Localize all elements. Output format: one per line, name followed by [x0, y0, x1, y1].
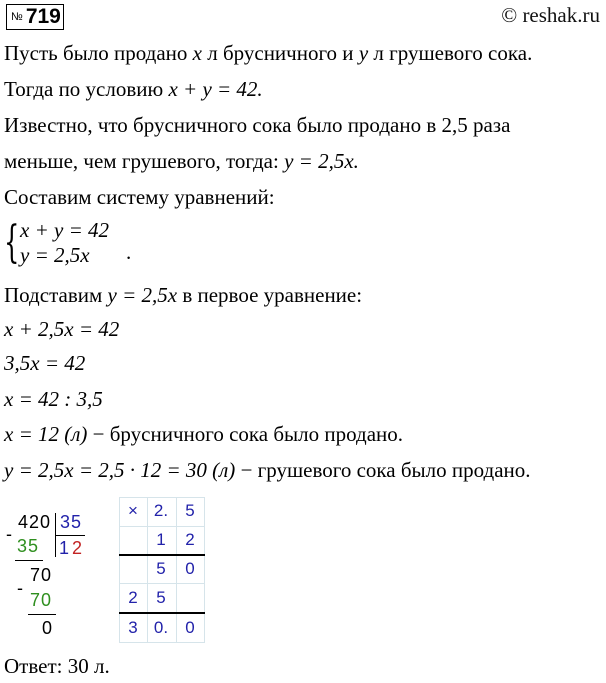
text-line-9: x = 42 : 3,5 [4, 387, 103, 411]
system-period: . [126, 240, 132, 264]
text-line-6: Подставим y = 2,5x в первое уравнение: [4, 283, 363, 307]
text-line-8: 3,5x = 42 [4, 351, 86, 375]
minus-sign-1: - [6, 524, 13, 544]
grid-cell: 0 [185, 618, 195, 637]
text-line-2: Тогда по условию x + y = 42. [4, 77, 263, 101]
subtrahend-1: 35 [17, 536, 40, 556]
division-line-1 [15, 560, 43, 561]
system-eq-1: x + y = 42 [20, 218, 109, 242]
grid-cell: 2 [128, 588, 138, 607]
quotient-digit-2: 2 [72, 538, 84, 558]
system-eq-2: y = 2,5x [20, 243, 90, 267]
problem-number-badge [6, 4, 64, 30]
site-copyright: © reshak.ru [501, 3, 600, 27]
text-line-7: x + 2,5x = 42 [4, 317, 120, 341]
grid-cell: 5 [185, 501, 195, 520]
text-line-10: x = 12 (л) − брусничного сока было продано. [4, 422, 404, 446]
answer-line: Ответ: 30 л. [4, 654, 110, 678]
grid-cell: 2 [185, 530, 195, 549]
grid-cell: 0 [185, 559, 195, 578]
text-line-3: Известно, что брусничного сока было продано в 2,5 раза [4, 113, 511, 137]
grid-cell: 5 [156, 588, 166, 607]
grid-cell: 2. [153, 501, 169, 520]
divisor: 35 [60, 512, 83, 532]
subtrahend-2: 70 [30, 590, 53, 610]
division-line-2 [28, 614, 56, 615]
quotient-digit-1: 1 [59, 538, 71, 558]
division-vertical-line [55, 513, 56, 557]
multiplication-grid [119, 497, 205, 643]
problem-number: 719 [25, 5, 61, 28]
grid-cell: 5 [156, 559, 166, 578]
grid-cell: 0. [153, 618, 169, 637]
divisor-underline [55, 535, 85, 536]
dividend: 420 [18, 512, 52, 532]
text-line-1: Пусть было продано x л брусничного и y л грушевого сока. [4, 41, 533, 65]
text-line-4: меньше, чем грушевого, тогда: y = 2,5x. [4, 149, 359, 173]
grid-cell: 1 [156, 530, 166, 549]
number-sign: № [11, 11, 23, 23]
brace-icon: { [4, 217, 20, 268]
text-line-11: y = 2,5x = 2,5 · 12 = 30 (л) − грушевого сока было продано. [4, 458, 531, 482]
text-line-5: Составим систему уравнений: [4, 185, 275, 209]
minus-sign-2: - [17, 578, 24, 598]
multiply-sign: × [128, 501, 138, 520]
grid-cell: 3 [128, 618, 138, 637]
remainder-1: 70 [30, 565, 53, 585]
final-remainder: 0 [42, 618, 54, 638]
